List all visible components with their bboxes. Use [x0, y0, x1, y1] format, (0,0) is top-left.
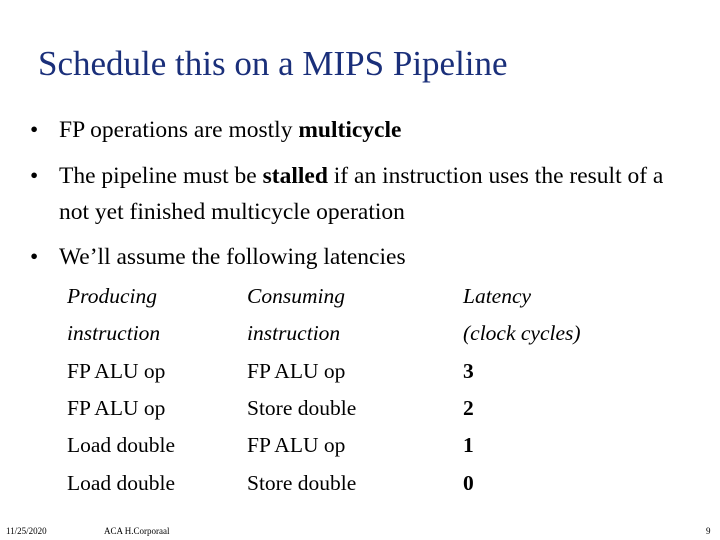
header-producing-line2: instruction: [67, 321, 161, 345]
table-cell-consuming: Store double: [247, 471, 357, 495]
header-producing-line1: Producing: [67, 284, 157, 308]
table-cell-consuming: FP ALU op: [247, 359, 346, 383]
footer-author: ACA H.Corporaal: [104, 526, 170, 536]
header-latency-line2: (clock cycles): [463, 321, 581, 345]
bullet-dot: •: [30, 117, 39, 143]
table-cell-producing: Load double: [67, 471, 176, 495]
bullet-dot: •: [30, 244, 39, 270]
table-cell-producing: FP ALU op: [67, 396, 166, 420]
header-consuming-line2: instruction: [247, 321, 341, 345]
bullet-text-post: if an instruction uses the result of a not yet finished multicycle operation: [59, 163, 664, 225]
bullet-text: [59, 239, 679, 275]
table-cell-consuming: Store double: [247, 396, 357, 420]
bullet-text: [59, 158, 679, 230]
bullet-dot: •: [30, 163, 39, 189]
footer-date: 11/25/2020: [6, 526, 47, 536]
header-latency-line1: Latency: [463, 284, 532, 308]
bullet-text-pre: FP operations are mostly: [59, 117, 299, 143]
table-cell-latency: 3: [463, 359, 474, 383]
table-cell-producing: Load double: [67, 433, 176, 457]
header-consuming-line1: Consuming: [247, 284, 345, 308]
bullet-text-bold: multicycle: [298, 117, 402, 143]
bullet-text-pre: The pipeline must be: [59, 163, 263, 189]
table-cell-latency: 2: [463, 396, 474, 420]
bullet-text-bold: stalled: [262, 163, 328, 189]
table-cell-consuming: FP ALU op: [247, 433, 346, 457]
table-cell-latency: 0: [463, 471, 474, 495]
slide-title: Schedule this on a MIPS Pipeline: [38, 44, 508, 83]
table-cell-latency: 1: [463, 433, 474, 457]
bullet-text: [59, 112, 679, 148]
bullet-text-pre: We’ll assume the following latencies: [59, 244, 406, 270]
footer-page-number: 9: [706, 526, 711, 536]
table-cell-producing: FP ALU op: [67, 359, 166, 383]
